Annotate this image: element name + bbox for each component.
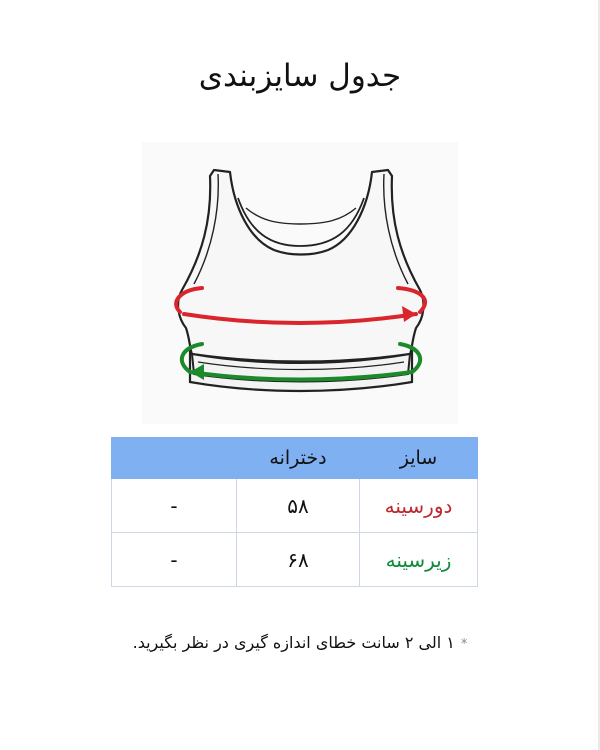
sports-bra-illustration <box>150 150 450 410</box>
row-label-chest: دورسینه <box>360 479 478 533</box>
measurement-note <box>0 633 600 652</box>
note-asterisk: * <box>460 637 468 652</box>
note-text: ۱ الی ۲ سانت خطای اندازه گیری در نظر بگیرید. <box>132 633 455 652</box>
table-row <box>112 479 478 533</box>
row-extra-chest: - <box>112 479 237 533</box>
row-value-underbust: ۶۸ <box>237 533 360 587</box>
row-extra-underbust: - <box>112 533 237 587</box>
row-label-underbust: زیرسینه <box>360 533 478 587</box>
header-size: سایز <box>360 438 478 479</box>
page-title: جدول سایزبندی <box>198 58 402 94</box>
row-value-chest: ۵۸ <box>237 479 360 533</box>
header-empty <box>112 438 237 479</box>
table-header-row <box>112 438 478 479</box>
size-table <box>111 437 478 587</box>
table-row <box>112 533 478 587</box>
header-girls: دخترانه <box>237 438 360 479</box>
